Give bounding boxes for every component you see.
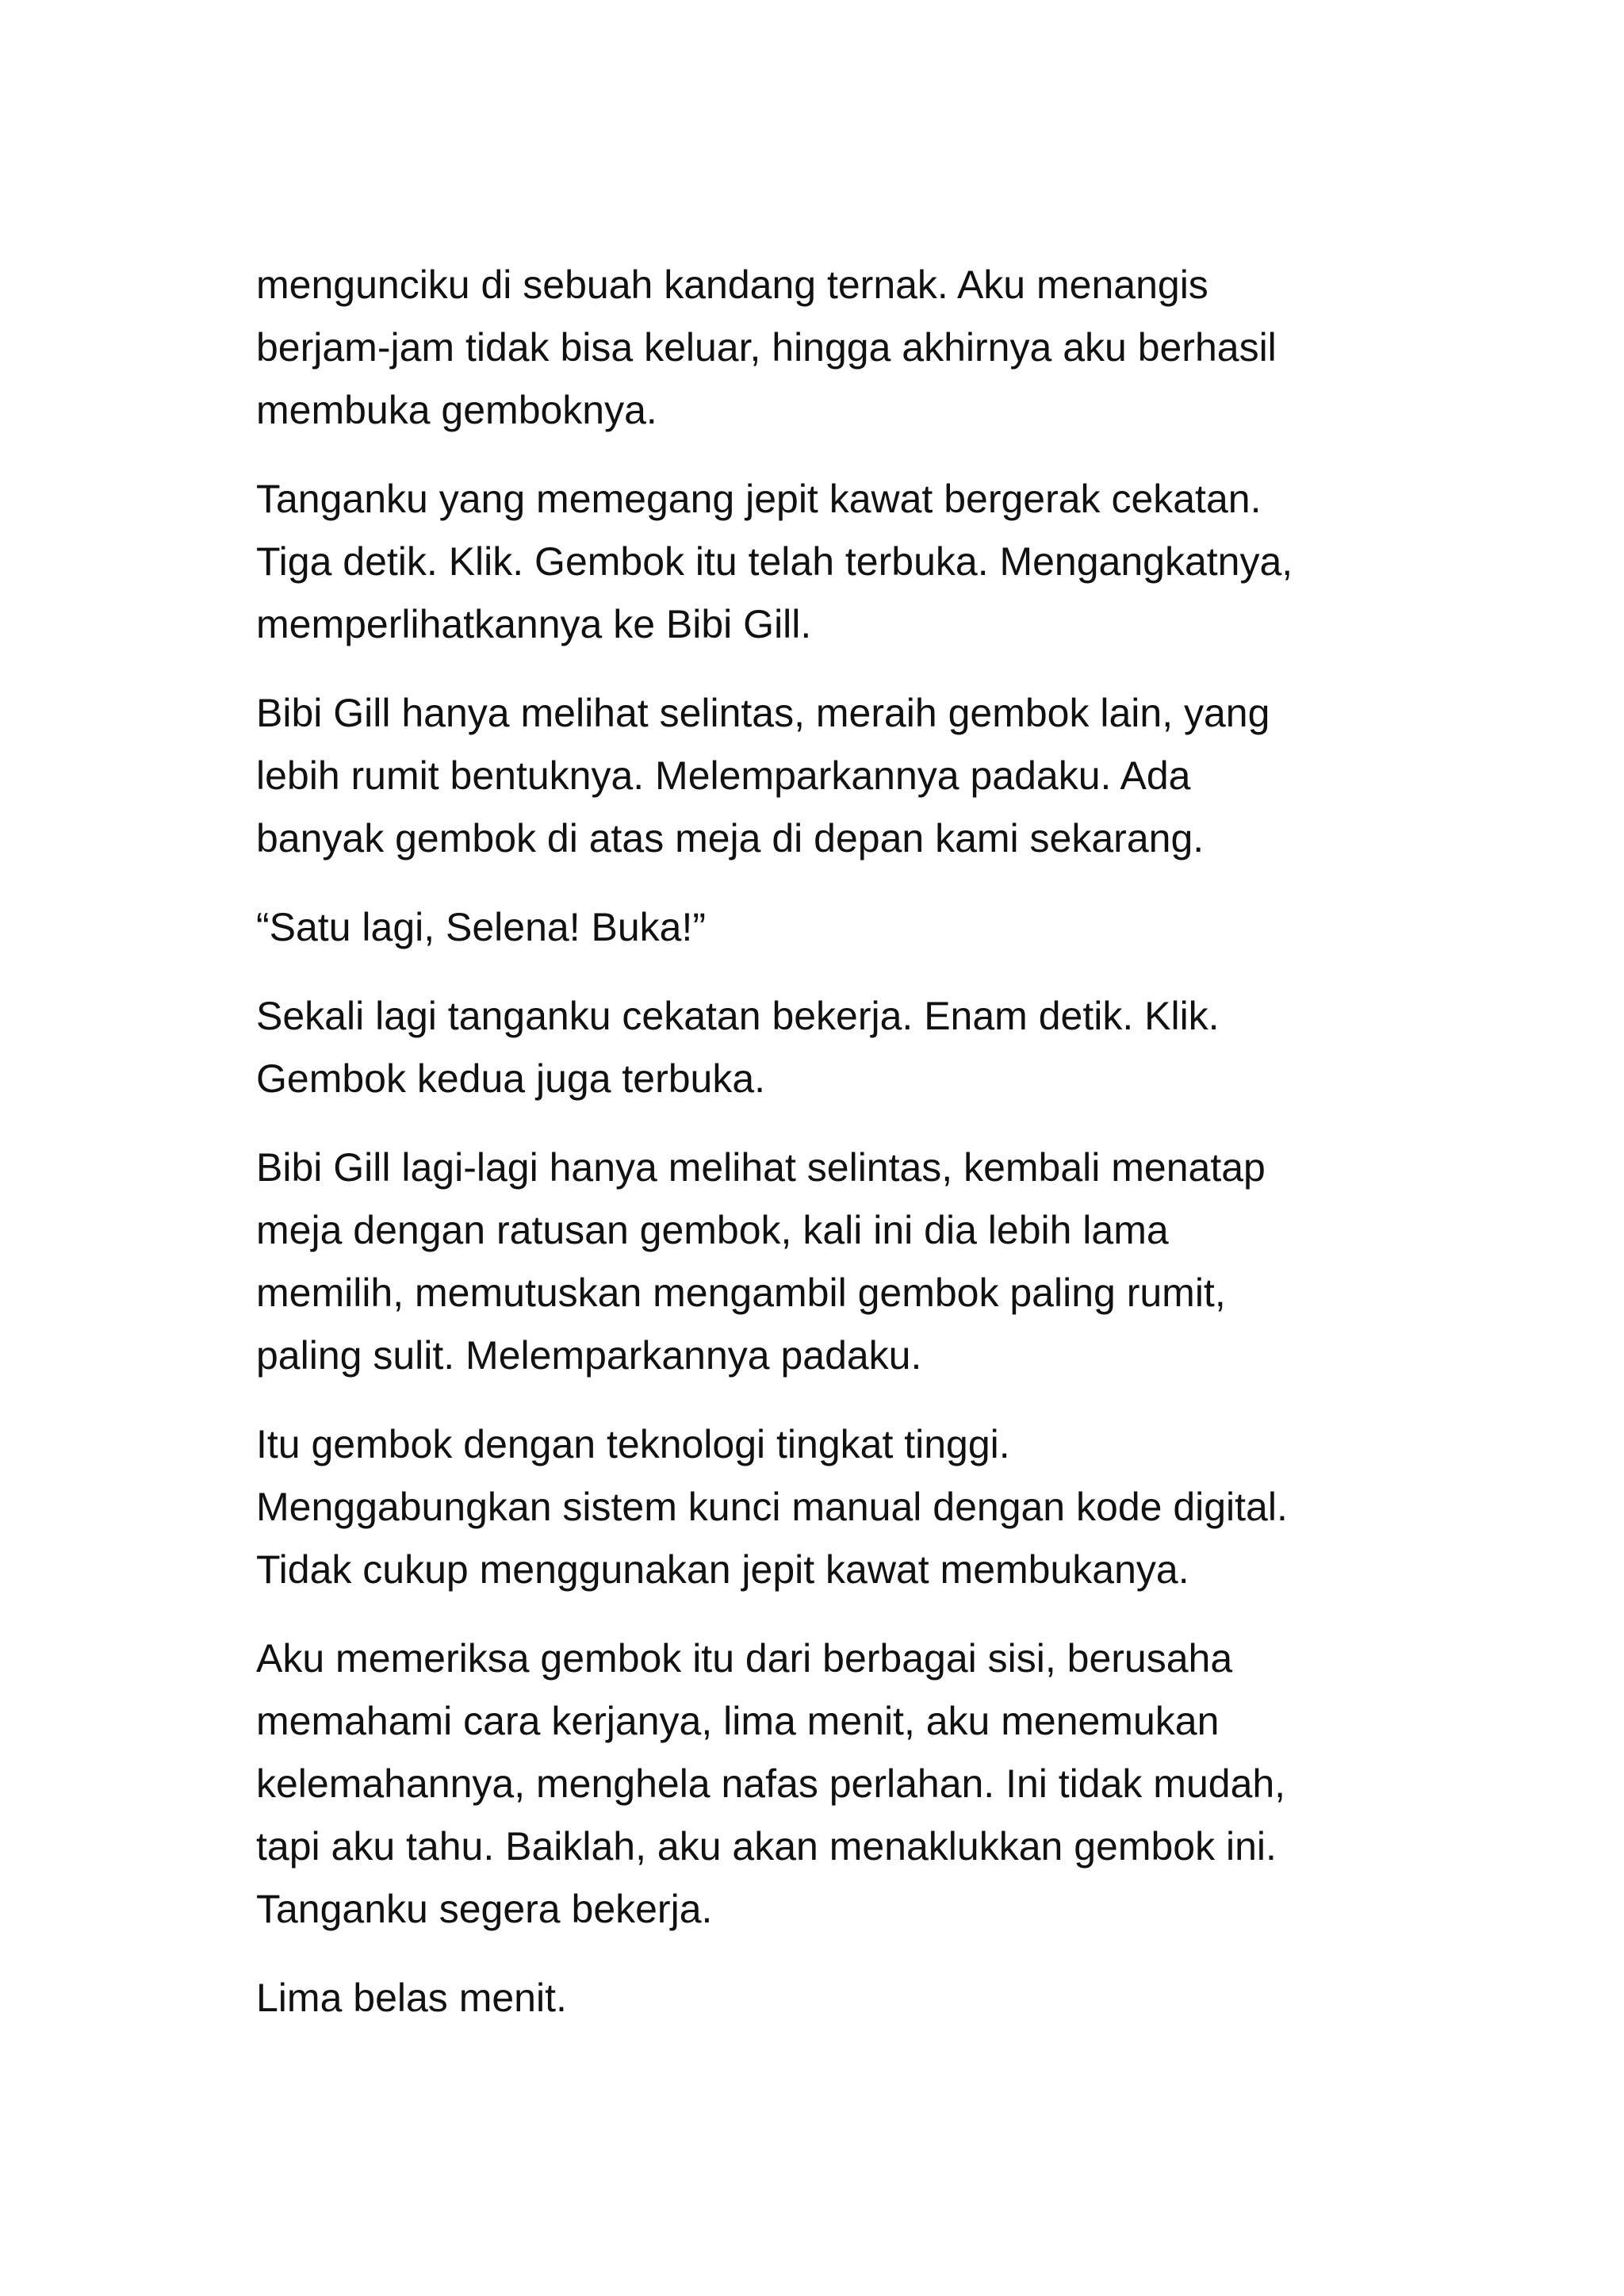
paragraph [256,682,1382,870]
paragraph [256,468,1382,656]
text-line: tapi aku tahu. Baiklah, aku akan menaklukkan gembok ini. [256,1824,1277,1869]
text-line: Tiga detik. Klik. Gembok itu telah terbuka. Mengangkatnya, [256,539,1293,584]
paragraph [256,1413,1382,1601]
text-line: Bibi Gill hanya melihat selintas, meraih gembok lain, yang [256,691,1270,735]
paragraph [256,1627,1382,1941]
text-line: memilih, memutuskan mengambil gembok paling rumit, [256,1271,1226,1315]
text-line: Itu gembok dengan teknologi tingkat tinggi. [256,1422,1010,1466]
text-line: berjam-jam tidak bisa keluar, hingga akhirnya aku berhasil [256,325,1277,370]
text-line: banyak gembok di atas meja di depan kami sekarang. [256,816,1205,861]
text-line: Bibi Gill lagi-lagi hanya melihat selintas, kembali menatap [256,1145,1266,1190]
text-line: Sekali lagi tanganku cekatan bekerja. Enam detik. Klik. [256,994,1220,1038]
text-line: Lima belas menit. [256,1976,567,2020]
paragraph [256,1137,1382,1387]
text-line: memperlihatkannya ke Bibi Gill. [256,602,812,646]
text-line: memahami cara kerjanya, lima menit, aku menemukan [256,1699,1220,1743]
text-line: Menggabungkan sistem kunci manual dengan kode digital. [256,1485,1288,1529]
paragraph [256,254,1382,442]
text-line: Gembok kedua juga terbuka. [256,1056,766,1101]
text-line: Aku memeriksa gembok itu dari berbagai sisi, berusaha [256,1636,1233,1681]
text-line: lebih rumit bentuknya. Melemparkannya padaku. Ada [256,753,1191,798]
paragraph [256,985,1382,1110]
text-line: Tanganku yang memegang jepit kawat bergerak cekatan. [256,477,1262,521]
paragraph [256,896,1382,959]
text-line: Tidak cukup menggunakan jepit kawat membukanya. [256,1547,1189,1592]
text-line: paling sulit. Melemparkannya padaku. [256,1333,922,1378]
text-line: kelemahannya, menghela nafas perlahan. Ini tidak mudah, [256,1761,1286,1806]
text-line: “Satu lagi, Selena! Buka!” [256,905,706,949]
text-line: membuka gemboknya. [256,388,657,432]
document-body [256,254,1382,2056]
paragraph [256,1967,1382,2030]
text-line: mengunciku di sebuah kandang ternak. Aku menangis [256,263,1208,307]
text-line: Tanganku segera bekerja. [256,1887,713,1931]
text-line: meja dengan ratusan gembok, kali ini dia lebih lama [256,1208,1169,1252]
